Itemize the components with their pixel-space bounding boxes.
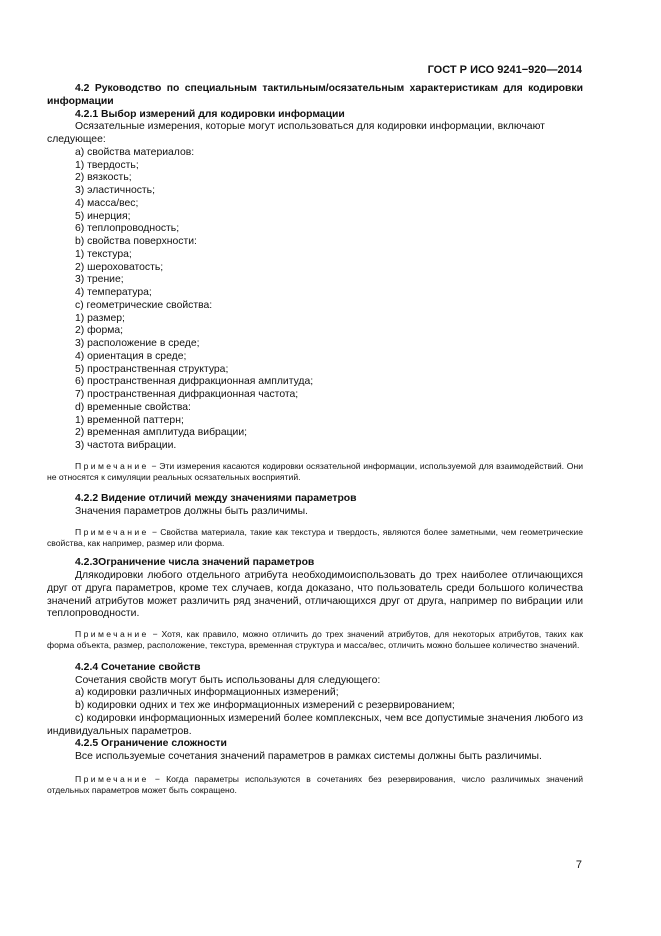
list-item: 2) вязкость; [75,172,132,184]
list-item: a) кодировки различных информационных измерений; [75,687,339,699]
section-body-4-2-3: Длякодировки любого отдельного атрибута необходимоиспользовать до трех наиболее отличающихся друг от друга параметров, кроме тех случаев, когда доказано, что пользователь среди большого количества значений атрибутов может различить ряд значений, отличающихся друг от друга, например по вибрации или теплопроводности. [47,570,583,620]
list-item: 3) расположение в среде; [75,338,200,349]
note-text: − Свойства материала, такие как текстура и твердость, являются более заметными, чем геометрические свойства, как например, размер или форма. [47,526,583,549]
list-item: d) временные свойства: [75,401,191,413]
list-item: 5) пространственная структура; [75,363,229,375]
page-body [47,83,583,796]
list-item: 2) шероховатость; [75,261,164,273]
note-text: − Когда параметры используются в сочетаниях без резервирования, число различимых значений отдельных параметров может быть сокращено. [47,773,583,796]
list-item: 6) теплопроводность; [75,223,180,235]
page-number: 7 [575,859,582,871]
note-4-2-2 [47,527,583,550]
note-4-2-5 [47,774,583,797]
list-item: 7) пространственная дифракционная частота; [75,389,299,400]
list-item: c) кодировки информационных измерений более комплексных, чем все допустимые значения любого из индивидуальных параметров. [47,712,583,737]
list-item: b) кодировки одних и тех же информационных измерений с резервированием; [75,700,455,712]
note-label: Примечание [75,526,149,537]
list-item: 2) форма; [75,325,124,337]
list-item: 3) трение; [75,274,124,286]
list-item: 1) твердость; [75,159,139,171]
list-item: 3) эластичность; [75,185,155,196]
note-label: Примечание [75,629,149,640]
note-4-2-1 [47,461,583,484]
note-text: − Хотя, как правило, можно отличить до трех значений атрибутов, для некоторых атрибутов, таких как форма объекта, размер, расположение, текстура, временная структура и масса/вес, отличить можно большее количество значений. [47,629,583,651]
section-intro-4-2-4: Сочетания свойств могут быть использованы для следующего: [75,674,381,686]
list-item: 6) пространственная дифракционная амплитуда; [75,376,314,388]
note-text: − Эти измерения касаются кодировки осязательной информации, используемой для взаимодействий. Они не относятся к симуляции реальных осязательных восприятий. [47,460,583,483]
list-item: 4) ориентация в среде; [75,350,187,362]
note-label: Примечание [75,460,149,471]
section-title-4-2-2: 4.2.2 Видение отличий между значениями параметров [75,493,357,505]
list-item: 4) температура; [75,287,152,298]
section-title-4-2: 4.2 Руководство по специальным тактильным/осязательным характеристикам для кодировки информации [47,83,583,107]
list-item: 1) временной паттерн; [75,414,184,426]
section-intro-4-2-1: Осязательные измерения, которые могут использоваться для кодировки информации, включают следующее: [47,121,545,145]
note-4-2-3 [47,629,583,652]
section-body-4-2-5: Все используемые сочетания значений параметров в рамках системы должны быть различимы. [75,751,542,763]
section-body-4-2-2: Значения параметров должны быть различимы. [75,506,308,518]
list-item: a) свойства материалов: [75,146,195,158]
section-title-4-2-4: 4.2.4 Сочетание свойств [75,661,201,673]
document-header: ГОСТ Р ИСО 9241−920—2014 [427,64,582,76]
list-item: b) свойства поверхности: [75,236,197,247]
section-title-4-2-5: 4.2.5 Ограничение сложности [75,738,227,750]
list-item: 4) масса/вес; [75,197,139,209]
list-item: 2) временная амплитуда вибрации; [75,427,248,439]
section-title-4-2-3: 4.2.3Ограничение числа значений параметров [75,557,315,569]
section-title-4-2-1: 4.2.1 Выбор измерений для кодировки информации [75,108,345,120]
list-item: 1) размер; [75,312,125,324]
list-item: 1) текстура; [75,248,132,260]
measurement-list [47,147,583,453]
list-item: 5) инерция; [75,210,131,222]
list-item: 3) частота вибрации. [75,440,177,451]
note-label: Примечание [75,773,149,784]
list-item: c) геометрические свойства: [75,299,213,311]
